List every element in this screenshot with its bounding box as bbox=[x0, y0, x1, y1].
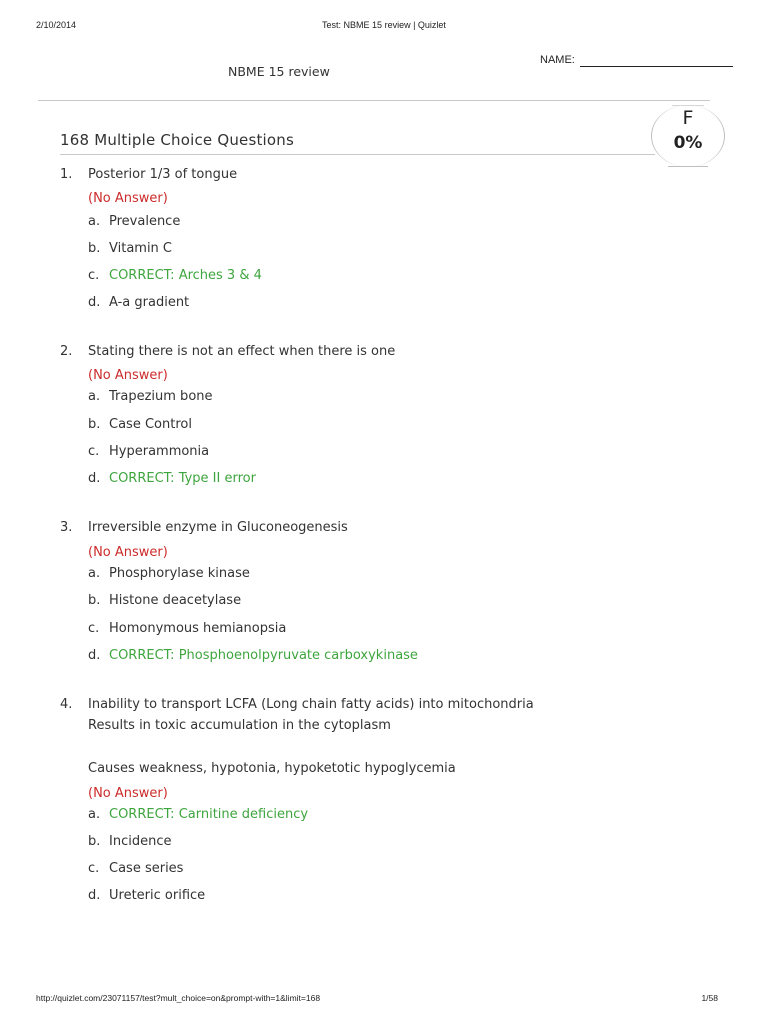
option-text: Vitamin C bbox=[109, 241, 173, 256]
option-letter: b. bbox=[88, 241, 101, 256]
correct-option-text: CORRECT: Type II error bbox=[109, 471, 256, 486]
option-letter: a. bbox=[88, 807, 101, 822]
option-a[interactable] bbox=[88, 563, 250, 585]
option-c[interactable] bbox=[88, 858, 183, 880]
option-letter: a. bbox=[88, 566, 101, 581]
option-letter: d. bbox=[88, 471, 101, 486]
option-letter: a. bbox=[88, 214, 101, 229]
answer-status: (No Answer) bbox=[88, 368, 168, 383]
option-text: Phosphorylase kinase bbox=[109, 566, 250, 581]
option-letter: a. bbox=[88, 389, 101, 404]
correct-option-text: CORRECT: Arches 3 & 4 bbox=[109, 268, 262, 283]
option-d[interactable] bbox=[88, 645, 418, 667]
header-divider bbox=[38, 100, 710, 101]
question-number: 2. bbox=[60, 344, 73, 359]
answer-status: (No Answer) bbox=[88, 786, 168, 801]
option-letter: b. bbox=[88, 593, 101, 608]
option-letter: c. bbox=[88, 444, 100, 459]
correct-option-text: CORRECT: Carnitine deficiency bbox=[109, 807, 309, 822]
question-text: Irreversible enzyme in Gluconeogenesis bbox=[88, 520, 348, 535]
option-text: Homonymous hemianopsia bbox=[109, 621, 287, 636]
option-text: Prevalence bbox=[109, 214, 181, 229]
option-letter: d. bbox=[88, 295, 101, 310]
option-a[interactable] bbox=[88, 804, 308, 826]
print-date: 2/10/2014 bbox=[36, 20, 77, 30]
page-number: 1/58 bbox=[701, 993, 718, 1003]
option-letter: c. bbox=[88, 861, 100, 876]
option-b[interactable] bbox=[88, 414, 192, 436]
test-title: NBME 15 review bbox=[228, 64, 330, 79]
option-c[interactable] bbox=[88, 265, 262, 287]
question-number: 1. bbox=[60, 167, 73, 182]
option-text: Case Control bbox=[109, 417, 192, 432]
section-title: 168 Multiple Choice Questions bbox=[60, 131, 295, 149]
question-number: 4. bbox=[60, 697, 73, 712]
option-letter: d. bbox=[88, 888, 101, 903]
grade-percent: 0% bbox=[673, 133, 703, 153]
option-text: Ureteric orifice bbox=[109, 888, 206, 903]
option-letter: c. bbox=[88, 621, 100, 636]
option-b[interactable] bbox=[88, 831, 171, 853]
question-text-line: Causes weakness, hypotonia, hypoketotic hypoglycemia bbox=[88, 761, 456, 776]
option-b[interactable] bbox=[88, 590, 241, 612]
question-text: Posterior 1/3 of tongue bbox=[88, 167, 238, 182]
option-d[interactable] bbox=[88, 468, 256, 490]
question-text-line: Inability to transport LCFA (Long chain fatty acids) into mitochondria bbox=[88, 697, 534, 712]
option-b[interactable] bbox=[88, 238, 172, 260]
section-divider bbox=[60, 154, 655, 155]
option-text: Case series bbox=[109, 861, 184, 876]
grade-badge-top-edge bbox=[672, 105, 704, 106]
question-text-line: Results in toxic accumulation in the cytoplasm bbox=[88, 718, 391, 733]
option-letter: b. bbox=[88, 834, 101, 849]
option-d[interactable] bbox=[88, 885, 205, 907]
option-text: Incidence bbox=[109, 834, 172, 849]
answer-status: (No Answer) bbox=[88, 545, 168, 560]
print-url: http://quizlet.com/23071157/test?mult_choice=on&prompt-with=1&limit=168 bbox=[36, 993, 321, 1003]
option-letter: d. bbox=[88, 648, 101, 663]
option-text: Trapezium bone bbox=[109, 389, 213, 404]
option-letter: c. bbox=[88, 268, 100, 283]
option-letter: b. bbox=[88, 417, 101, 432]
name-field-line[interactable] bbox=[580, 66, 733, 67]
option-text: A-a gradient bbox=[109, 295, 190, 310]
option-d[interactable] bbox=[88, 292, 189, 314]
grade-badge-bottom-edge bbox=[668, 166, 708, 167]
question-number: 3. bbox=[60, 520, 73, 535]
option-a[interactable] bbox=[88, 211, 180, 233]
grade-letter: F bbox=[682, 107, 694, 129]
question-text: Stating there is not an effect when there is one bbox=[88, 344, 396, 359]
option-c[interactable] bbox=[88, 441, 209, 463]
name-label: NAME: bbox=[540, 54, 575, 66]
option-a[interactable] bbox=[88, 386, 213, 408]
option-text: Hyperammonia bbox=[109, 444, 210, 459]
print-title: Test: NBME 15 review | Quizlet bbox=[322, 20, 446, 30]
option-c[interactable] bbox=[88, 618, 286, 640]
answer-status: (No Answer) bbox=[88, 191, 168, 206]
correct-option-text: CORRECT: Phosphoenolpyruvate carboxykinase bbox=[109, 648, 418, 663]
option-text: Histone deacetylase bbox=[109, 593, 242, 608]
